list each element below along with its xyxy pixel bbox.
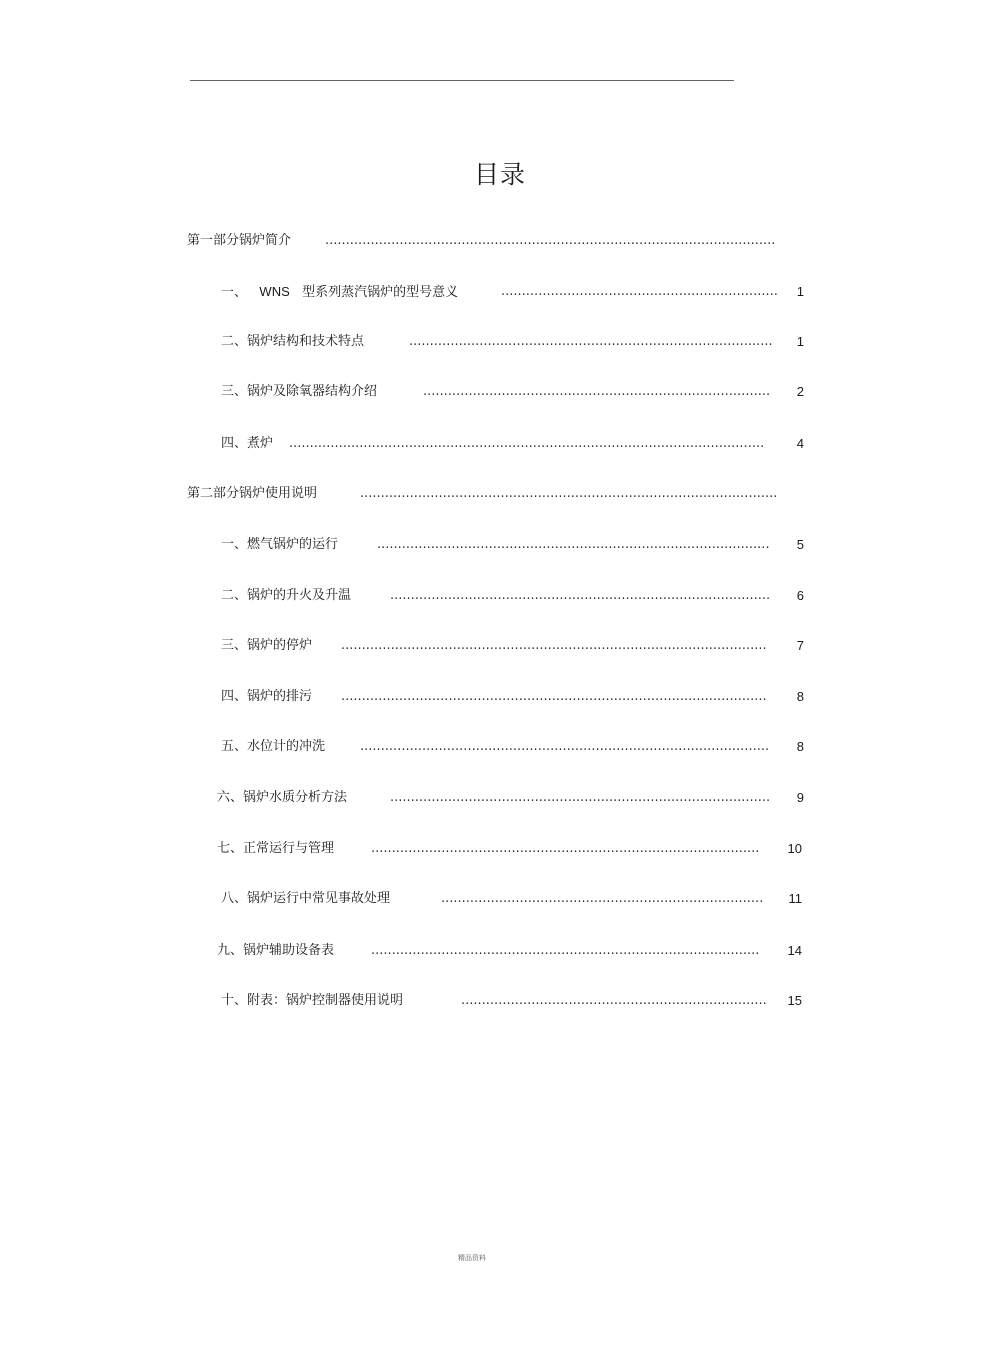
- toc-entry-label: 四、锅炉的排污: [221, 689, 313, 704]
- header-rule: [190, 80, 734, 81]
- toc-page-number: 15: [787, 993, 802, 1008]
- toc-leader: .....................................................................................................: [360, 486, 778, 501]
- toc-entry[interactable]: [221, 889, 807, 909]
- toc-entry-title: 型系列蒸汽锅炉的型号意义: [302, 285, 459, 300]
- toc-entry-label: 三、锅炉的停炉: [221, 638, 313, 653]
- toc-leader: ...................................................................................................................: [289, 436, 765, 451]
- toc-entry[interactable]: [217, 788, 807, 808]
- toc-entry[interactable]: [221, 586, 807, 606]
- toc-leader: ..............................................................................................: [371, 841, 760, 856]
- toc-entry-label: [221, 282, 458, 303]
- toc-leader: ....................................................................................: [423, 384, 771, 399]
- toc-entry-label: 八、锅炉运行中常见事故处理: [221, 891, 391, 906]
- toc-entry-label: 四、煮炉: [221, 436, 274, 451]
- toc-leader: ..............................................................................................: [371, 943, 760, 958]
- toc-entry[interactable]: [221, 737, 807, 757]
- toc-page-number: 1: [796, 334, 804, 349]
- toc-page-number: 14: [787, 943, 802, 958]
- toc-leader: .......................................................................................................: [341, 638, 767, 653]
- toc-page-number: 10: [787, 841, 802, 856]
- toc-page-number: 9: [796, 790, 804, 805]
- page-footer: 精品资料: [458, 1254, 486, 1262]
- toc-page-number: 5: [796, 537, 804, 552]
- toc-entry[interactable]: [187, 231, 807, 251]
- toc-leader: ..............................................................................: [441, 891, 764, 906]
- toc-entry[interactable]: [221, 282, 807, 302]
- toc-page-number: 2: [796, 384, 804, 399]
- toc-page-number: 1: [796, 284, 804, 299]
- toc-entry[interactable]: [221, 636, 807, 656]
- toc-leader: ...................................................................................................: [360, 739, 770, 754]
- toc-leader: ...................................................................: [501, 284, 778, 299]
- toc-entry-label: 三、锅炉及除氧器结构介绍: [221, 384, 378, 399]
- toc-page-number: 8: [796, 689, 804, 704]
- toc-entry-label: 第二部分锅炉使用说明: [187, 486, 318, 501]
- toc-entry[interactable]: [217, 941, 807, 961]
- toc-page-number: 8: [796, 739, 804, 754]
- toc-entry-label: 一、燃气锅炉的运行: [221, 537, 339, 552]
- toc-entry-model-code: WNS: [259, 284, 290, 299]
- toc-entry[interactable]: [221, 434, 807, 454]
- toc-entry-prefix: 一、: [221, 285, 248, 300]
- toc-entry-label: 五、水位计的冲洗: [221, 739, 326, 754]
- toc-page-number: 7: [796, 638, 804, 653]
- toc-entry-label: 第一部分锅炉简介: [187, 233, 292, 248]
- toc-page-number: 6: [796, 588, 804, 603]
- toc-entry-label: 九、锅炉辅助设备表: [217, 943, 335, 958]
- toc-entry[interactable]: [221, 535, 807, 555]
- toc-entry-label: 六、锅炉水质分析方法: [217, 790, 348, 805]
- toc-leader: .............................................................................................................: [325, 233, 776, 248]
- toc-leader: ............................................................................................: [390, 790, 771, 805]
- toc-entry-label: 二、锅炉的升火及升温: [221, 588, 352, 603]
- toc-entry[interactable]: [221, 687, 807, 707]
- toc-page-number: 4: [796, 436, 804, 451]
- toc-entry-label: 七、正常运行与管理: [217, 841, 335, 856]
- toc-entry[interactable]: [221, 382, 807, 402]
- toc-entry[interactable]: [221, 991, 807, 1011]
- toc-leader: ...............................................................................................: [377, 537, 770, 552]
- toc-entry-label: 十、附表：锅炉控制器使用说明: [221, 993, 404, 1008]
- toc-entry[interactable]: [221, 332, 807, 352]
- toc-entry-label: 二、锅炉结构和技术特点: [221, 334, 365, 349]
- toc-entry[interactable]: [217, 839, 807, 859]
- toc-leader: .......................................................................................................: [341, 689, 767, 704]
- toc-leader: ............................................................................................: [390, 588, 771, 603]
- page-title: 目录: [473, 160, 526, 189]
- toc-entry[interactable]: [187, 484, 807, 504]
- toc-page-number: 11: [788, 891, 802, 906]
- toc-leader: ........................................................................................: [409, 334, 773, 349]
- toc-leader: ..........................................................................: [461, 993, 767, 1008]
